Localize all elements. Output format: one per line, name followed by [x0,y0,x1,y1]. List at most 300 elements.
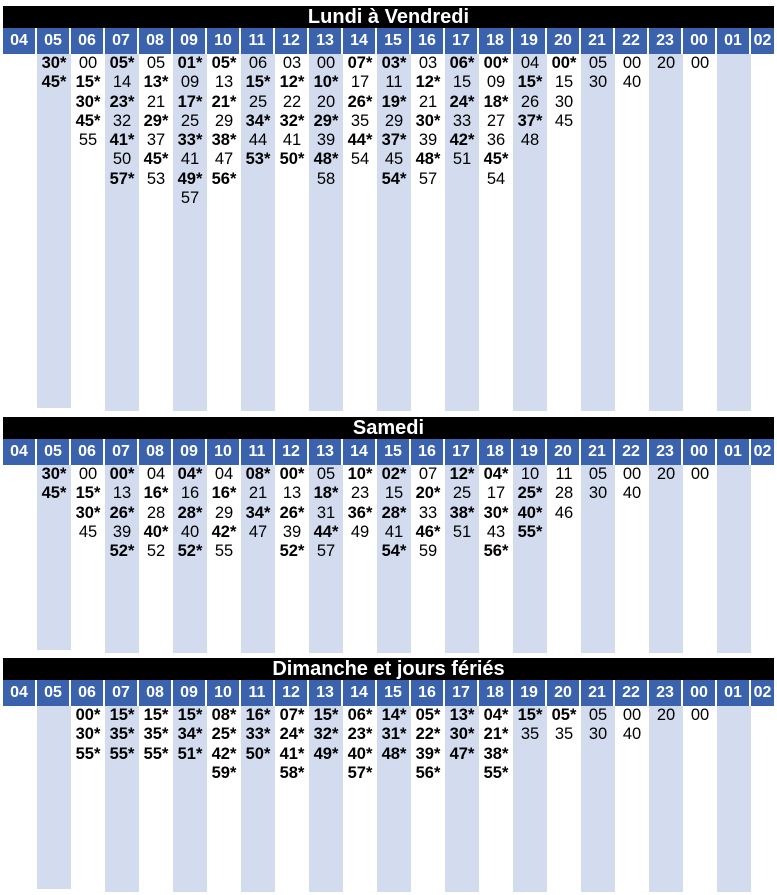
departure-minute: 39 [282,522,302,541]
departure-minute: 24* [449,92,475,111]
departure-minute: 17 [486,484,506,503]
hour-column-05 [37,465,71,650]
hour-header-cell: 00 [683,439,717,465]
departure-minute: 00 [690,706,710,724]
departure-minute: 15 [452,73,472,92]
departure-minute: 40* [143,522,169,541]
departure-minute: 45 [384,150,404,169]
departure-minute: 05* [551,706,577,724]
hour-column-18 [479,54,513,411]
hour-header-cell: 22 [615,680,649,706]
hour-column-01 [717,54,751,411]
departure-minute: 10* [313,73,339,92]
departure-minute: 15* [75,73,101,92]
departure-minute: 02* [381,465,407,483]
departure-minute: 51* [177,744,203,763]
departure-minute: 49* [313,744,339,763]
departure-minute: 52* [177,542,203,561]
departure-minute: 23* [347,725,373,744]
section-title: Lundi à Vendredi [3,6,774,28]
hour-header-cell: 09 [173,680,207,706]
hour-header-cell: 04 [3,439,37,465]
departure-minute: 34* [177,725,203,744]
departure-minute: 35 [350,111,370,130]
departure-minute: 50* [245,744,271,763]
departure-minute: 01* [177,54,203,72]
departure-minute: 00* [483,54,509,72]
departure-minute: 08* [211,706,237,724]
departure-minute: 25 [180,111,200,130]
hour-column-05 [37,54,71,408]
departure-minute: 07* [347,54,373,72]
departure-minute: 33* [245,725,271,744]
departure-minute: 55 [214,542,234,561]
departure-minute: 18* [483,92,509,111]
hour-column-22 [615,706,649,892]
departure-minute: 00 [622,54,642,72]
hour-header-cell: 14 [343,680,377,706]
hour-column-01 [717,465,751,653]
departure-minute: 20 [656,465,676,483]
hour-column-12 [275,54,309,411]
hour-header-cell: 18 [479,28,513,54]
hour-header-cell: 15 [377,680,411,706]
hour-header-cell: 01 [717,439,751,465]
hour-header-cell: 12 [275,439,309,465]
departure-minute: 40 [622,725,642,744]
departure-minute: 17 [350,73,370,92]
departure-minute: 42* [211,744,237,763]
departure-minute: 21 [418,92,438,111]
departure-minute: 31 [316,503,336,522]
hour-column-13 [309,465,343,653]
departure-minute: 22 [282,92,302,111]
departure-minute: 55* [483,763,509,782]
departure-minute: 00 [78,465,98,483]
hour-header-cell: 00 [683,28,717,54]
departure-minute: 14 [112,73,132,92]
departure-minute: 55* [143,744,169,763]
departure-minute: 58* [279,763,305,782]
departure-minute: 21* [483,725,509,744]
hour-header-cell: 16 [411,439,445,465]
hour-column-09 [173,54,207,411]
departure-minute: 57 [316,542,336,561]
departure-minute: 45* [75,111,101,130]
departure-minute: 15* [517,73,543,92]
departure-minute: 06* [449,54,475,72]
hour-header-cell: 10 [207,680,241,706]
departure-minute: 58 [316,169,336,188]
departure-minute: 15* [109,706,135,724]
departure-minute: 36 [486,131,506,150]
hour-header-cell: 22 [615,28,649,54]
departure-minute: 45* [41,484,67,503]
departure-minute: 41* [279,744,305,763]
hour-column-06 [71,54,105,411]
hour-column-10 [207,54,241,411]
hour-column-02 [751,465,774,653]
departure-minute: 46* [415,522,441,541]
departure-minute: 56* [415,763,441,782]
hour-header-cell: 16 [411,28,445,54]
hour-header-cell: 07 [105,439,139,465]
section-title: Dimanche et jours fériés [3,658,774,680]
departure-minute: 57* [109,169,135,188]
hour-header-cell: 08 [139,28,173,54]
hour-header-cell: 08 [139,680,173,706]
departure-minute: 12* [415,73,441,92]
departure-minute: 40* [517,503,543,522]
departure-minute: 05 [588,706,608,724]
departure-minute: 06* [347,706,373,724]
departure-minute: 04* [177,465,203,483]
departure-minute: 52 [146,542,166,561]
departure-minute: 40 [180,522,200,541]
hour-header-cell: 04 [3,680,37,706]
departure-minute: 30 [588,73,608,92]
departure-minute: 03* [381,54,407,72]
hour-header-cell: 23 [649,28,683,54]
departure-minute: 05 [588,54,608,72]
departure-minute: 04* [483,706,509,724]
departure-minute: 16* [211,484,237,503]
departure-minute: 40 [622,484,642,503]
departure-minute: 54 [350,150,370,169]
departure-minute: 16* [143,484,169,503]
departure-minute: 45 [554,111,574,130]
departure-minute: 06 [248,54,268,72]
hour-column-18 [479,706,513,892]
departure-minute: 38* [449,503,475,522]
hour-header-cell: 20 [547,28,581,54]
hour-column-02 [751,706,774,892]
departure-minute: 13 [112,484,132,503]
hour-column-23 [649,54,683,411]
departure-minute: 54* [381,169,407,188]
departure-minute: 55* [517,522,543,541]
departure-minute: 50* [279,150,305,169]
hour-column-22 [615,465,649,653]
departure-minute: 45* [143,150,169,169]
departure-minute: 15* [517,706,543,724]
departure-minute: 19* [381,92,407,111]
departure-minute: 59 [418,542,438,561]
hour-header-cell: 15 [377,439,411,465]
departure-minute: 00 [690,54,710,72]
departure-minute: 25 [248,92,268,111]
hour-column-14 [343,465,377,653]
hour-header-cell: 21 [581,439,615,465]
hour-column-12 [275,706,309,892]
hour-header-row [3,680,774,706]
departure-minute: 44* [313,522,339,541]
departure-minute: 44* [347,131,373,150]
departure-minute: 45* [41,73,67,92]
departure-minute: 28* [381,503,407,522]
hour-header-cell: 11 [241,439,275,465]
hour-column-12 [275,465,309,653]
hour-column-21 [581,706,615,892]
departure-minute: 37 [146,131,166,150]
departure-minute: 30 [588,484,608,503]
hour-column-19 [513,54,547,411]
departure-minute: 22* [415,725,441,744]
hour-column-17 [445,706,479,892]
departure-minute: 27 [486,111,506,130]
departure-minute: 20* [415,484,441,503]
hour-header-cell: 02 [753,32,772,49]
departure-minute: 09 [180,73,200,92]
hour-column-20 [547,706,581,892]
hour-header-cell: 10 [207,28,241,54]
departure-minute: 41 [282,131,302,150]
departure-columns [3,706,774,892]
departure-minute: 15* [143,706,169,724]
departure-minute: 53 [146,169,166,188]
departure-columns [3,465,774,653]
departure-minute: 47 [214,150,234,169]
departure-minute: 46 [554,503,574,522]
hour-header-cell: 20 [547,680,581,706]
departure-minute: 26* [279,503,305,522]
departure-minute: 30* [75,92,101,111]
departure-minute: 28 [554,484,574,503]
departure-minute: 34* [245,111,271,130]
departure-minute: 00* [551,54,577,72]
departure-minute: 47* [449,744,475,763]
departure-minute: 29 [214,111,234,130]
departure-minute: 07* [279,706,305,724]
hour-header-cell: 14 [343,28,377,54]
hour-column-11 [241,465,275,653]
departure-minute: 26 [520,92,540,111]
departure-minute: 05 [146,54,166,72]
hour-column-08 [139,465,173,653]
hour-header-cell: 01 [717,28,751,54]
departure-minute: 47 [248,522,268,541]
departure-minute: 14* [381,706,407,724]
departure-minute: 23 [350,484,370,503]
departure-minute: 16* [245,706,271,724]
hour-header-cell: 11 [241,680,275,706]
departure-minute: 16 [180,484,200,503]
departure-minute: 30 [588,725,608,744]
hour-header-cell: 21 [581,680,615,706]
departure-minute: 40 [622,73,642,92]
departure-minute: 56* [483,542,509,561]
departure-minute: 00* [279,465,305,483]
departure-minute: 00 [622,706,642,724]
hour-header-cell: 01 [717,680,751,706]
hour-header-cell: 12 [275,28,309,54]
departure-minute: 54* [381,542,407,561]
hour-column-17 [445,465,479,653]
departure-minute: 43 [486,522,506,541]
hour-column-04 [3,54,37,411]
departure-minute: 51 [452,150,472,169]
hour-column-21 [581,54,615,411]
hour-column-00 [683,465,717,653]
departure-minute: 55 [78,131,98,150]
hour-header-cell: 09 [173,439,207,465]
departure-minute: 21 [248,484,268,503]
hour-header-cell: 16 [411,680,445,706]
departure-minute: 15* [177,706,203,724]
departure-minute: 26* [347,92,373,111]
hour-column-06 [71,706,105,892]
hour-column-11 [241,706,275,892]
hour-column-19 [513,706,547,892]
hour-header-cell: 07 [105,680,139,706]
departure-minute: 45* [483,150,509,169]
hour-header-cell: 10 [207,439,241,465]
departure-minute: 09 [486,73,506,92]
hour-column-23 [649,465,683,653]
departure-minute: 04 [520,54,540,72]
departure-minute: 41 [180,150,200,169]
departure-minute: 21 [146,92,166,111]
departure-minute: 33* [177,131,203,150]
departure-minute: 48* [313,150,339,169]
hour-header-cell: 04 [3,28,37,54]
departure-minute: 00 [690,465,710,483]
hour-column-10 [207,706,241,892]
departure-minute: 17* [177,92,203,111]
departure-minute: 10 [520,465,540,483]
departure-minute: 10* [347,465,373,483]
departure-minute: 13 [214,73,234,92]
departure-minute: 41 [384,522,404,541]
departure-minute: 35* [109,725,135,744]
departure-minute: 39 [316,131,336,150]
hour-column-09 [173,706,207,892]
hour-header-cell: 19 [513,28,547,54]
hour-header-cell: 09 [173,28,207,54]
departure-minute: 33 [418,503,438,522]
hour-header-row [3,28,774,54]
departure-minute: 31* [381,725,407,744]
hour-header-cell: 02 [753,443,772,460]
departure-minute: 12* [279,73,305,92]
departure-minute: 00* [109,465,135,483]
departure-minute: 49 [350,522,370,541]
departure-minute: 29 [384,111,404,130]
departure-columns [3,54,774,411]
hour-column-19 [513,465,547,653]
departure-minute: 30* [415,111,441,130]
hour-header-cell: 22 [615,439,649,465]
departure-minute: 57 [418,169,438,188]
hour-header-cell: 00 [683,680,717,706]
hour-column-13 [309,706,343,892]
departure-minute: 39* [415,744,441,763]
departure-minute: 05* [211,54,237,72]
departure-minute: 11 [555,465,573,483]
hour-column-04 [3,706,37,892]
departure-minute: 29* [313,111,339,130]
departure-minute: 48* [415,150,441,169]
hour-header-cell: 08 [139,439,173,465]
departure-minute: 21* [211,92,237,111]
hour-header-row [3,439,774,465]
departure-minute: 48 [520,131,540,150]
departure-minute: 33 [452,111,472,130]
hour-column-00 [683,54,717,411]
schedule-section-lundi-a-vendredi [3,6,774,411]
departure-minute: 15 [384,484,404,503]
hour-column-06 [71,465,105,653]
hour-header-cell: 18 [479,439,513,465]
schedule-section-samedi [3,417,774,653]
hour-column-11 [241,54,275,411]
hour-column-21 [581,465,615,653]
departure-minute: 05* [415,706,441,724]
departure-minute: 20 [656,706,676,724]
departure-minute: 20 [656,54,676,72]
departure-minute: 42* [449,131,475,150]
hour-column-13 [309,54,343,411]
departure-minute: 37* [381,131,407,150]
departure-minute: 29* [143,111,169,130]
departure-minute: 00 [622,465,642,483]
hour-column-10 [207,465,241,653]
departure-minute: 28 [146,503,166,522]
hour-header-cell: 13 [309,439,343,465]
hour-column-14 [343,54,377,411]
hour-column-05 [37,706,71,889]
departure-minute: 42* [211,522,237,541]
hour-column-00 [683,706,717,892]
departure-minute: 30* [483,503,509,522]
departure-minute: 15 [554,73,574,92]
hour-column-15 [377,706,411,892]
hour-header-cell: 23 [649,439,683,465]
departure-minute: 53* [245,150,271,169]
departure-minute: 04* [483,465,509,483]
departure-minute: 30* [41,54,67,72]
departure-minute: 13* [449,706,475,724]
hour-header-cell: 06 [71,28,105,54]
hour-header-cell: 05 [37,680,71,706]
departure-minute: 30* [75,725,101,744]
departure-minute: 55* [109,744,135,763]
hour-header-cell: 18 [479,680,513,706]
hour-column-20 [547,465,581,653]
departure-minute: 59* [211,763,237,782]
hour-column-16 [411,465,445,653]
hour-column-18 [479,465,513,653]
departure-minute: 05 [588,465,608,483]
departure-minute: 30* [449,725,475,744]
departure-minute: 18* [313,484,339,503]
departure-minute: 03 [418,54,438,72]
departure-minute: 38* [483,744,509,763]
departure-minute: 15* [245,73,271,92]
departure-minute: 35 [554,725,574,744]
hour-header-cell: 17 [445,680,479,706]
hour-column-04 [3,465,37,653]
departure-minute: 38* [211,131,237,150]
hour-column-15 [377,465,411,653]
departure-minute: 20 [316,92,336,111]
hour-header-cell: 13 [309,680,343,706]
departure-minute: 35* [143,725,169,744]
hour-header-cell: 23 [649,680,683,706]
hour-header-cell: 17 [445,439,479,465]
departure-minute: 25* [517,484,543,503]
hour-header-cell: 20 [547,439,581,465]
